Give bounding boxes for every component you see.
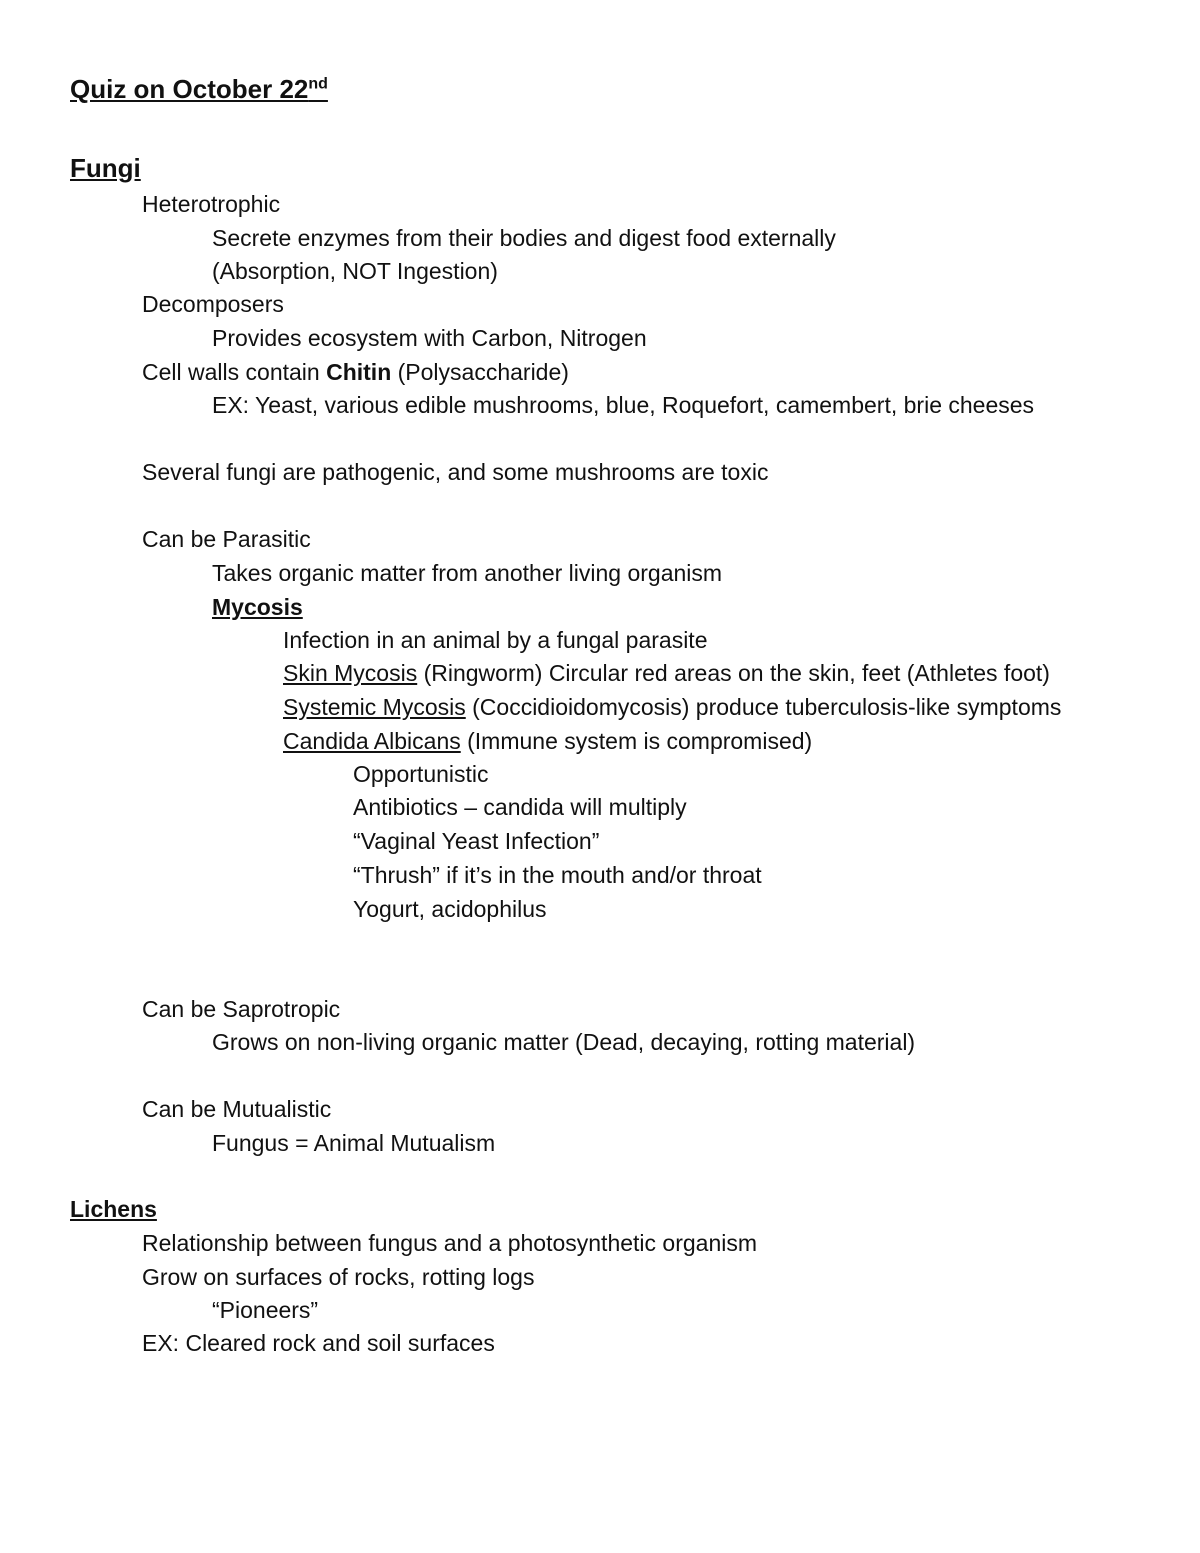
candida-desc: (Immune system is compromised) [460,728,813,754]
mutualistic-item: Can be Mutualistic [142,1096,332,1122]
cell-walls-item [142,357,569,387]
title-text: Quiz on October 22 [70,74,309,104]
grows-item: Grows on non-living organic matter (Dead, decaying, rotting material) [212,1029,916,1055]
absorption-item: (Absorption, NOT Ingestion) [212,258,498,284]
lichens-example-item: EX: Cleared rock and soil surfaces [142,1330,495,1356]
skin-mycosis-term: Skin Mycosis [283,660,418,686]
candida-subitem: Antibiotics – candida will multiply [353,794,687,820]
pioneers-item: “Pioneers” [212,1297,319,1323]
heterotrophic-item: Heterotrophic [142,191,281,217]
chitin-term: Chitin [326,359,392,385]
title-superscript: nd [308,75,328,93]
provides-item: Provides ecosystem with Carbon, Nitrogen [212,325,647,351]
pathogenic-item: Several fungi are pathogenic, and some mushrooms are toxic [142,459,769,485]
skin-mycosis-item [283,658,1050,688]
relationship-item: Relationship between fungus and a photosynthetic organism [142,1230,758,1256]
systemic-mycosis-term: Systemic Mycosis [283,694,466,720]
cell-walls-post: (Polysaccharide) [391,359,569,385]
parasitic-item: Can be Parasitic [142,526,311,552]
fungus-animal-item: Fungus = Animal Mutualism [212,1130,496,1156]
cell-walls-pre: Cell walls contain [142,359,327,385]
grow-item: Grow on surfaces of rocks, rotting logs [142,1264,535,1290]
candida-item [283,726,812,756]
candida-subitem: Opportunistic [353,761,489,787]
secrete-item: Secrete enzymes from their bodies and digest food externally [212,225,836,251]
saprotropic-item: Can be Saprotropic [142,996,341,1022]
candida-subitem: “Thrush” if it’s in the mouth and/or throat [353,862,762,888]
infection-item: Infection in an animal by a fungal parasite [283,627,708,653]
skin-mycosis-desc: (Ringworm) Circular red areas on the skin, feet (Athletes foot) [417,660,1050,686]
examples-item: EX: Yeast, various edible mushrooms, blue, Roquefort, camembert, brie cheeses [212,392,1035,418]
decomposers-item: Decomposers [142,291,284,317]
systemic-mycosis-item [283,692,1061,722]
lichens-heading: Lichens [70,1196,157,1222]
candida-term: Candida Albicans [283,728,461,754]
candida-subitem: “Vaginal Yeast Infection” [353,828,600,854]
page-title [70,74,328,104]
takes-item: Takes organic matter from another living organism [212,560,723,586]
candida-subitem: Yogurt, acidophilus [353,896,547,922]
fungi-heading: Fungi [70,153,141,183]
mycosis-heading: Mycosis [212,594,303,620]
systemic-mycosis-desc: (Coccidioidomycosis) produce tuberculosis-like symptoms [465,694,1062,720]
